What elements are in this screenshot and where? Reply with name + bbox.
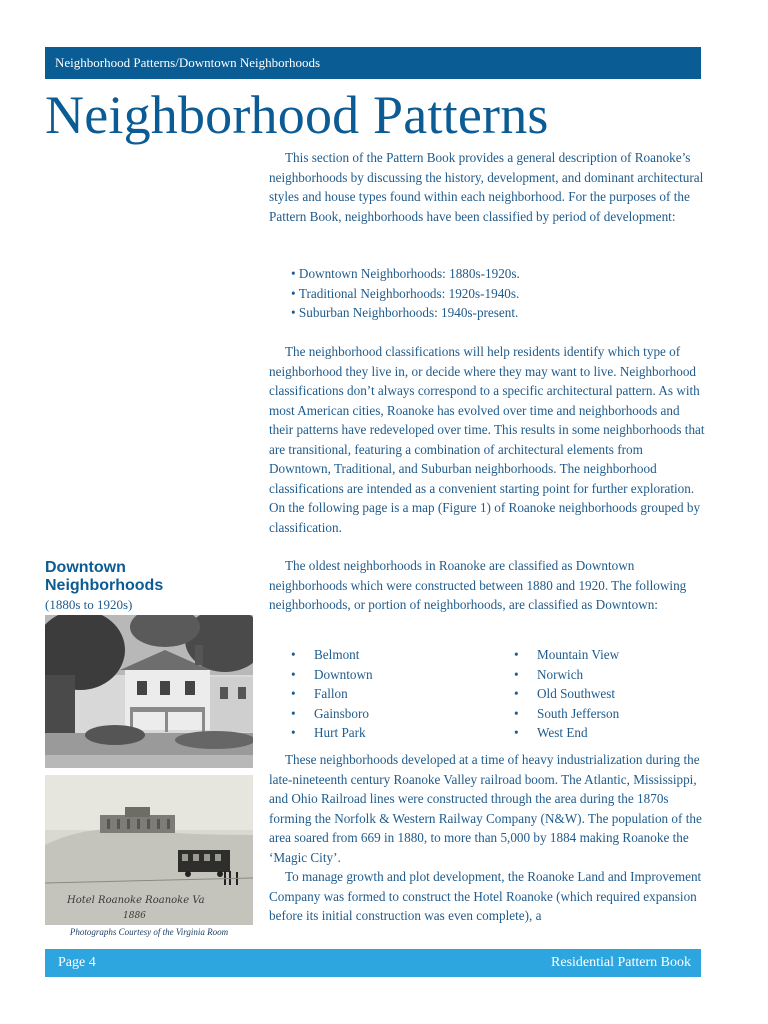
house-photo	[45, 615, 253, 768]
page-number: Page 4	[58, 955, 96, 970]
downtown-intro-section	[269, 556, 705, 615]
book-title: Residential Pattern Book	[551, 955, 691, 970]
history-section	[269, 750, 705, 926]
page-title: Neighborhood Patterns	[45, 85, 549, 145]
neighborhood-item: • Hurt Park	[291, 723, 491, 743]
classification-paragraph: The neighborhood classifications will help residents identify which type of neighborhood they live in, or decide where they may want to live. Neighborhood classifications don’t always correspond to a specific architectural pattern. As with most American cities, Roanoke has evolved over time and neighborhoods and their patterns have redeveloped over time. This results in some neighborhoods that are transitional, featuring a combination of architectural elements from Downtown, Traditional, and Suburban neighborhoods. The neighborhood classifications are intended as a convenient starting point for further exploration. On the following page is a map (Figure 1) of Roanoke neighborhoods grouped by classification.	[269, 344, 705, 535]
intro-section	[269, 148, 705, 226]
classification-section	[269, 342, 705, 537]
neighborhood-item: • Old Southwest	[514, 684, 704, 704]
breadcrumb: Neighborhood Patterns/Downtown Neighborhoods	[55, 55, 321, 70]
neighborhood-item: • Downtown	[291, 665, 491, 685]
downtown-paragraph: The oldest neighborhoods in Roanoke are classified as Downtown neighborhoods which were constructed between 1880 and 1920. The following neighborhoods, or portion of neighborhoods, are classified as Downtown:	[269, 558, 687, 612]
photo-caption: Photographs Courtesy of the Virginia Room	[69, 927, 229, 937]
neighborhood-list-right	[514, 645, 704, 743]
sidebar-subheading: (1880s to 1920s)	[45, 597, 133, 612]
hotel-photo	[45, 775, 253, 925]
neighborhood-item: • Norwich	[514, 665, 704, 685]
neighborhood-item: • Mountain View	[514, 645, 704, 665]
neighborhood-item: • West End	[514, 723, 704, 743]
period-item: • Downtown Neighborhoods: 1880s-1920s.	[291, 264, 591, 284]
intro-paragraph: This section of the Pattern Book provides a general description of Roanoke’s neighborhoods by discussing the history, development, and dominant architectural styles and house types found within each neighborhood. For the purposes of the Pattern Book, neighborhoods have been classified by period of development:	[269, 150, 704, 224]
neighborhood-list-left	[291, 645, 491, 743]
footer-bar	[45, 949, 701, 977]
period-list	[291, 264, 591, 323]
neighborhood-item: • Gainsboro	[291, 704, 491, 724]
sidebar-heading-text: Downtown Neighborhoods	[45, 559, 164, 594]
header-bar	[45, 47, 701, 79]
sidebar-heading	[45, 559, 195, 595]
history-paragraph: To manage growth and plot development, the Roanoke Land and Improvement Company was formed to construct the Hotel Roanoke (which required expansion before its initial construction was even complete), a	[269, 869, 702, 923]
neighborhood-item: • Belmont	[291, 645, 491, 665]
period-item: • Suburban Neighborhoods: 1940s-present.	[291, 303, 591, 323]
neighborhood-item: • Fallon	[291, 684, 491, 704]
history-paragraph: These neighborhoods developed at a time of heavy industrialization during the late-nineteenth century Roanoke Valley railroad boom. The Atlantic, Mississippi, and Ohio Railroad lines were constructed through the area during the 1870s forming the Norfolk & Western Railway Company (N&W). The population of the area soared from 669 in 1880, to more than 5,000 by 1884 making Roanoke the ‘Magic City’.	[269, 752, 702, 865]
period-item: • Traditional Neighborhoods: 1920s-1940s.	[291, 284, 591, 304]
photo-inscription-year: 1886	[123, 911, 146, 921]
photo-inscription: Hotel Roanoke Roanoke Va	[67, 895, 205, 906]
neighborhood-item: • South Jefferson	[514, 704, 704, 724]
